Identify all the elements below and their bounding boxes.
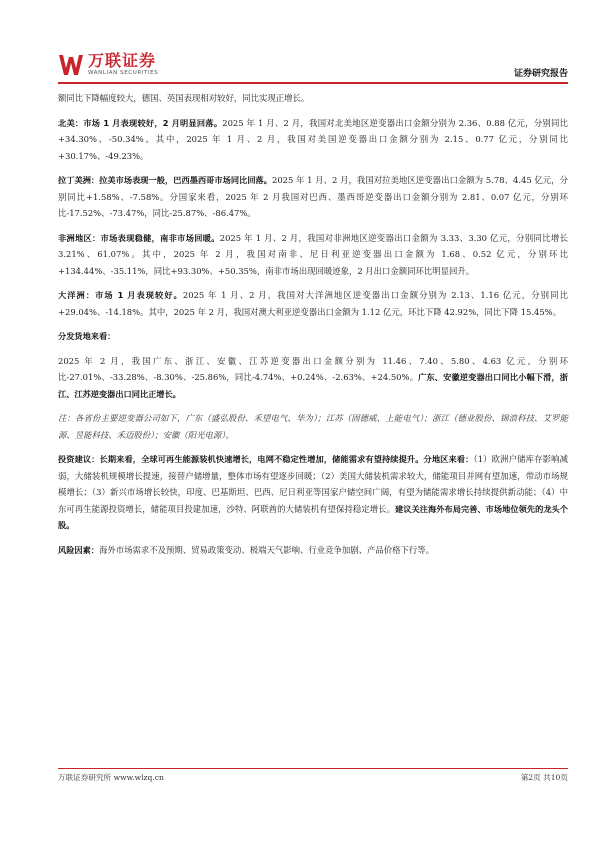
footer-source: 万联证券研究所 www.wlzq.cn — [58, 773, 164, 782]
footer-divider — [58, 768, 568, 769]
investment-thesis: 长期来看，全球可再生能源装机快速增长，电网不稳定性增加，储能需求有望持续提升。 — [99, 454, 424, 464]
investment-by-region-label: 分地区来看： — [423, 454, 474, 464]
section-heading-oceania: 大洋洲：市场 1 月表现较好。 — [58, 290, 183, 300]
paragraph-risk-factors — [58, 542, 568, 559]
page-number: 第2页 共10页 — [520, 773, 568, 782]
paragraph-text: 2025 年 1 月、2 月，我国对非洲地区逆变器出口金额为 3.33、3.30 亿元，分别同比增长 3.21%、61.07%。其中，2025 年 2 月，我国对南非、尼日利亚逆变器出口金额为 1.68、0.52 亿元，分别环比+134.44%、-35.11%，同比+93.30%、+50.35%，南非市场出现回暖迹象，2 月出口金额同环比明显回升。 — [58, 232, 568, 276]
paragraph-north-america — [58, 115, 568, 165]
paragraph-text: 2025 年 1 月、2 月，我国对北美地区逆变器出口金额分别为 2.36、0.88 亿元，分别同比+34.30%、-50.34%。其中，2025 年 1 月、2 月，我国对美国逆变器出口金额分别为 2.15、0.77 亿元，分别同比+30.17%、-49.23%。 — [58, 117, 568, 161]
header-divider — [58, 82, 568, 84]
paragraph-text: 2025 年 1 月、2 月，我国对拉美地区逆变器出口金额为 5.78、4.45 亿元，分别同比+1.58%、-7.58%。分国家来看，2025 年 2 月我国对巴西、墨西哥逆变器出口金额分别为 2.81、0.07 亿元，分别环比-17.52%、-73.47%，同比-25.87%、-86.47%。 — [58, 175, 568, 218]
report-body — [58, 90, 568, 566]
section-heading-north-america: 北美：市场 1 月表现较好，2 月明显回落。 — [58, 117, 223, 128]
section-heading-shipping-text: 分发货地来看： — [58, 331, 116, 341]
logo-subtitle: WANLIAN SECURITIES — [88, 70, 159, 76]
paragraph-provinces — [58, 353, 568, 403]
report-type-label: 证券研究报告 — [513, 69, 568, 79]
logo-text: 万联证券 — [88, 51, 157, 70]
paragraph-latin-america — [58, 172, 568, 222]
page-footer — [58, 768, 568, 782]
section-heading-latin-america: 拉丁美洲：拉美市场表现一般，巴西墨西哥市场同比回落。 — [58, 175, 273, 185]
provinces-note — [58, 410, 568, 443]
paragraph-continuation — [58, 90, 568, 107]
page-header — [58, 52, 568, 84]
note-text: 注：各省份主要逆变器公司如下，广东（盛弘股份、禾望电气、华为）；江苏（固德威、上能电气）；浙江（德业股份、锦浪科技、艾罗能源、昱能科技、禾迈股份）；安徽（阳光电源）。 — [58, 413, 568, 440]
paragraph-investment-advice — [58, 451, 568, 534]
paragraph-text: 海外市场需求不及预期、贸易政策变动、极端天气影响、行业竞争加剧、产品价格下行等。 — [98, 544, 434, 555]
wanlian-logo-icon — [58, 52, 84, 78]
paragraph-text: 2025 年 1 月、2 月，我国对大洋洲地区逆变器出口金额分别为 2.13、1.16 亿元，分别同比+29.04%、-14.18%。其中，2025 年 2 月，我国对澳大利亚逆变器出口金额为 1.12 亿元，环比下降 42.92%，同比下降 15.45%。 — [58, 290, 568, 317]
provinces-conclusion: 广东、安徽逆变器出口同比小幅下滑，浙江、江苏逆变器出口同比正增长。 — [58, 372, 568, 399]
section-heading-investment-advice: 投资建议： — [58, 454, 100, 464]
investment-recommendation: 建议关注海外布局完善、市场地位领先的龙头个股。 — [58, 503, 568, 530]
section-heading-shipping — [58, 328, 568, 345]
section-heading-risk-factors: 风险因素： — [58, 544, 99, 555]
paragraph-oceania — [58, 287, 568, 320]
paragraph-text: 2025 年 2 月，我国广东、浙江、安徽、江苏逆变器出口金额分别为 11.46、7.40、5.80、4.63 亿元，分别环比-27.01%、-33.28%、-8.30%、-25.86%，同比-4.74%、+0.24%、-2.63%、+24.50%。 — [58, 355, 568, 382]
paragraph-africa — [58, 230, 568, 280]
paragraph-text: （1）欧洲户储库存影响减弱，大储装机规模增长提速，接替户储增量，整体市场有望逐步回暖；（2）美国大储装机需求较大，储能项目并网有望加速，带动市场规模增长；（3）新兴市场增长较快，印度、巴基斯坦、巴西、尼日利亚等国家户储空间广阔，有望为储能需求增长持续提供新动能；（4）中东可再生能源投资增长，储能项目投建加速，沙特、阿联酋的大储装机有望保持稳定增长。 — [58, 454, 568, 514]
paragraph-text: 额同比下降幅度较大，德国、英国表现相对较好，同比实现正增长。 — [58, 93, 310, 103]
section-heading-africa: 非洲地区：市场表现稳健，南非市场回暖。 — [58, 232, 220, 243]
